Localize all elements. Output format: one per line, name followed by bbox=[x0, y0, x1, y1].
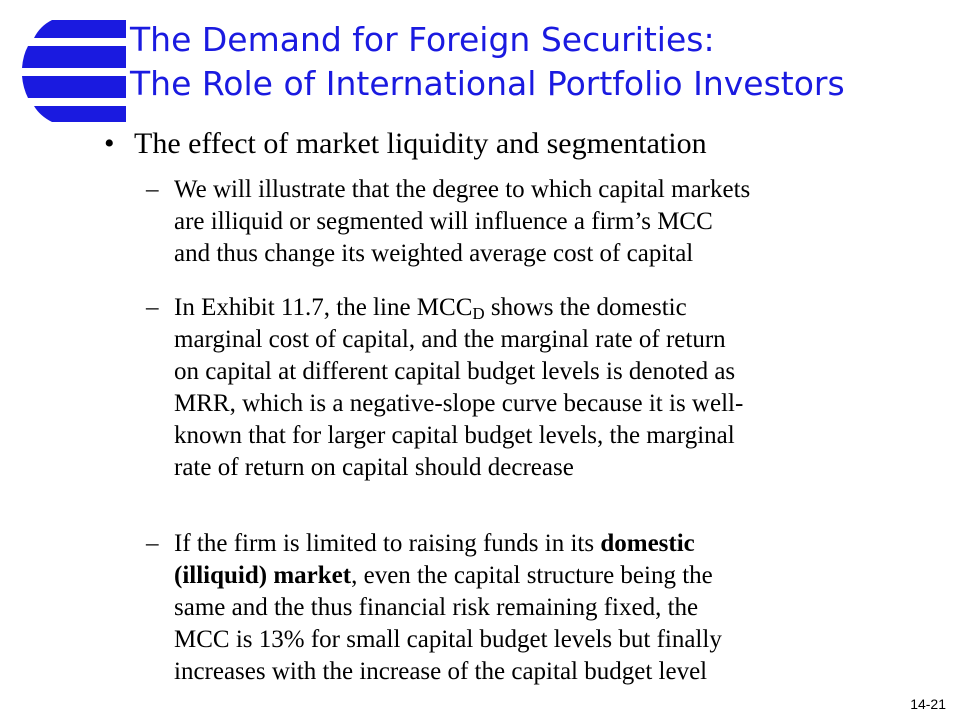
sub-bullet-1-line: We will illustrate that the degree to which capital markets bbox=[174, 176, 751, 203]
sub-bullet-3-line bbox=[174, 560, 722, 592]
subscript-d: D bbox=[472, 304, 485, 323]
slide-title-line-1: The Demand for Foreign Securities: bbox=[130, 20, 715, 59]
slide-title bbox=[130, 18, 950, 106]
bold-text: domestic bbox=[600, 530, 695, 557]
text-run: If the firm is limited to raising funds in its bbox=[174, 530, 601, 557]
sub-bullet-1-line: are illiquid or segmented will influence a firm’s MCC bbox=[174, 208, 713, 235]
text-run: shows the domestic bbox=[484, 294, 687, 321]
sub-bullet-3-line: MCC is 13% for small capital budget levels but finally bbox=[174, 626, 722, 653]
dash-marker: – bbox=[146, 176, 159, 203]
sub-bullet-3-line: increases with the increase of the capital budget level bbox=[174, 658, 708, 685]
sub-bullet-2-line bbox=[174, 292, 743, 324]
sub-bullet-3-line: same and the thus financial risk remaining fixed, the bbox=[174, 594, 699, 621]
text-run: In Exhibit 11.7, the line MCC bbox=[174, 294, 473, 321]
bold-text: (illiquid) market bbox=[174, 562, 352, 589]
dash-marker: – bbox=[146, 530, 159, 557]
sub-bullet-2-line: rate of return on capital should decrease bbox=[174, 454, 574, 481]
slide-title-line-2: The Role of International Portfolio Investors bbox=[130, 64, 845, 103]
page-number: 14-21 bbox=[910, 696, 946, 712]
sub-bullet-2-line: MRR, which is a negative-slope curve because it is well- bbox=[174, 390, 744, 417]
sub-bullet-2-line: known that for larger capital budget levels, the marginal bbox=[174, 422, 735, 449]
bullet-marker: • bbox=[104, 127, 115, 160]
sub-bullet-2-line: on capital at different capital budget levels is denoted as bbox=[174, 358, 736, 385]
text-run: , even the capital structure being the bbox=[351, 562, 713, 589]
sub-bullet-3-line bbox=[174, 528, 722, 560]
slide-logo-icon bbox=[14, 10, 126, 122]
sub-bullet-2-line: marginal cost of capital, and the marginal rate of return bbox=[174, 326, 726, 353]
sub-bullet-1-line: and thus change its weighted average cost of capital bbox=[174, 240, 694, 267]
main-bullet-text: The effect of market liquidity and segmentation bbox=[134, 127, 707, 160]
dash-marker: – bbox=[146, 294, 159, 321]
